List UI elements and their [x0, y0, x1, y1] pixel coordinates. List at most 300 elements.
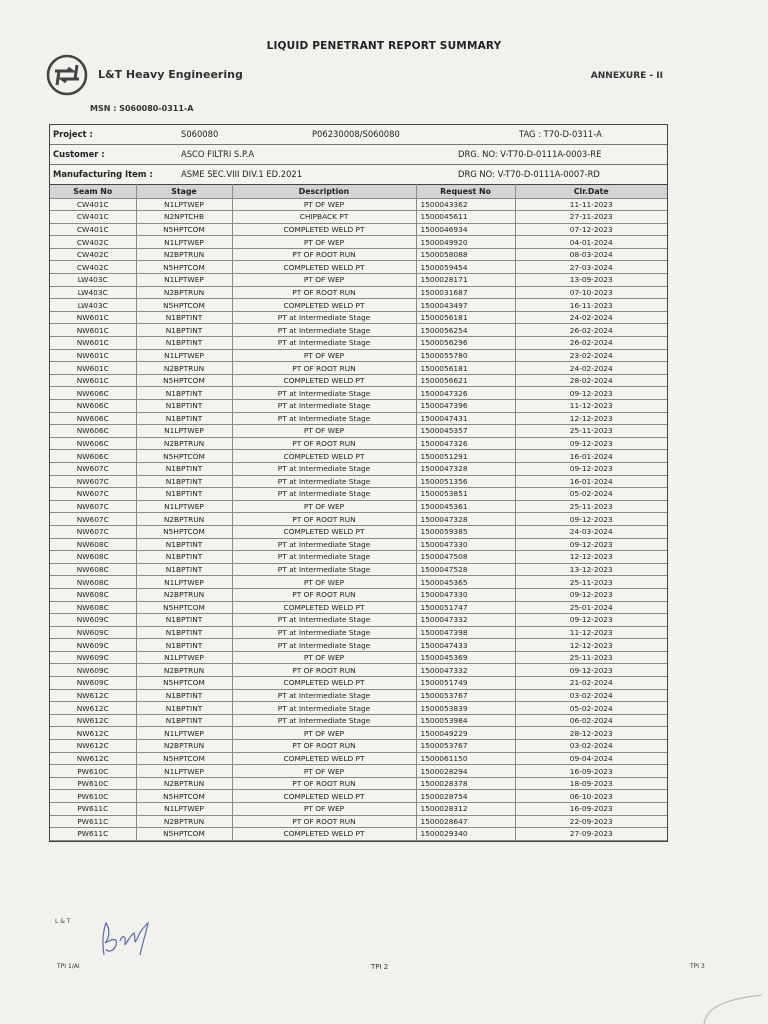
request-no-cell: 1500056181: [416, 362, 515, 375]
stage-cell: N1BPTINT: [136, 614, 232, 627]
description-cell: COMPLETED WELD PT: [232, 601, 416, 614]
request-no-cell: 1500053839: [416, 702, 515, 715]
seam-no-cell: NW601C: [50, 311, 136, 324]
request-no-cell: 1500061150: [416, 752, 515, 765]
seam-no-cell: CW401C: [50, 198, 136, 211]
request-no-cell: 1500045369: [416, 651, 515, 664]
table-row: [50, 626, 667, 639]
table-row: [50, 236, 667, 249]
clr-date-cell: 07-12-2023: [515, 223, 667, 236]
table-row: [50, 664, 667, 677]
clr-date-cell: 24-02-2024: [515, 362, 667, 375]
table-row: [50, 488, 667, 501]
seam-no-cell: CW402C: [50, 261, 136, 274]
clr-date-cell: 09-12-2023: [515, 614, 667, 627]
table-row: [50, 462, 667, 475]
clr-date-cell: 25-11-2023: [515, 576, 667, 589]
stage-cell: N2BPTRUN: [136, 513, 232, 526]
request-no-cell: 1500047508: [416, 551, 515, 564]
table-row: [50, 765, 667, 778]
stage-cell: N1BPTINT: [136, 324, 232, 337]
table-row: [50, 714, 667, 727]
stage-cell: N1BPTINT: [136, 337, 232, 350]
stage-cell: N1LPTWEP: [136, 727, 232, 740]
seam-no-cell: NW608C: [50, 538, 136, 551]
column-header-request-no: Request No: [416, 185, 515, 199]
request-no-cell: 1500049229: [416, 727, 515, 740]
table-row: [50, 689, 667, 702]
table-row: [50, 274, 667, 287]
table-row: [50, 500, 667, 513]
seam-no-cell: NW607C: [50, 525, 136, 538]
request-no-cell: 1500047330: [416, 538, 515, 551]
table-row: [50, 400, 667, 413]
seam-no-cell: NW601C: [50, 349, 136, 362]
request-no-cell: 1500045357: [416, 425, 515, 438]
table-row: [50, 324, 667, 337]
seam-no-cell: PW610C: [50, 765, 136, 778]
customer-value: ASCO FILTRI S.P.A: [181, 149, 255, 159]
clr-date-cell: 27-09-2023: [515, 828, 667, 841]
msn-label: MSN : S060080-0311-A: [90, 104, 194, 113]
table-row: [50, 374, 667, 387]
table-row: [50, 437, 667, 450]
request-no-cell: 1500053767: [416, 740, 515, 753]
request-no-cell: 1500047330: [416, 588, 515, 601]
description-cell: PT at Intermediate Stage: [232, 551, 416, 564]
seam-no-cell: CW402C: [50, 236, 136, 249]
description-cell: PT OF ROOT RUN: [232, 286, 416, 299]
description-cell: PT at Intermediate Stage: [232, 626, 416, 639]
clr-date-cell: 28-02-2024: [515, 374, 667, 387]
clr-date-cell: 12-12-2023: [515, 412, 667, 425]
clr-date-cell: 27-03-2024: [515, 261, 667, 274]
stage-cell: N1BPTINT: [136, 488, 232, 501]
description-cell: PT at Intermediate Stage: [232, 400, 416, 413]
drg-no-1: DRG. NO: V-T70-D-0111A-0003-RE: [458, 149, 602, 159]
table-row: [50, 450, 667, 463]
table-row: [50, 551, 667, 564]
table-row: [50, 614, 667, 627]
seam-no-cell: NW609C: [50, 639, 136, 652]
table-row: [50, 311, 667, 324]
stage-cell: N1BPTINT: [136, 400, 232, 413]
column-header-description: Description: [232, 185, 416, 199]
request-no-cell: 1500028378: [416, 777, 515, 790]
stage-cell: N5HPTCOM: [136, 374, 232, 387]
table-row: [50, 702, 667, 715]
request-no-cell: 1500028171: [416, 274, 515, 287]
table-row: [50, 777, 667, 790]
table-row: [50, 412, 667, 425]
request-no-cell: 1500043362: [416, 198, 515, 211]
description-cell: PT at Intermediate Stage: [232, 538, 416, 551]
description-cell: PT OF ROOT RUN: [232, 513, 416, 526]
request-no-cell: 1500047332: [416, 664, 515, 677]
seam-no-cell: NW606C: [50, 437, 136, 450]
stage-cell: N1BPTINT: [136, 475, 232, 488]
clr-date-cell: 25-11-2023: [515, 651, 667, 664]
clr-date-cell: 22-09-2023: [515, 815, 667, 828]
request-no-cell: 1500043497: [416, 299, 515, 312]
column-header-seam-no: Seam No: [50, 185, 136, 199]
table-row: [50, 790, 667, 803]
tag-value: TAG : T70-D-0311-A: [519, 129, 602, 139]
request-no-cell: 1500051749: [416, 677, 515, 690]
description-cell: COMPLETED WELD PT: [232, 828, 416, 841]
request-no-cell: 1500028754: [416, 790, 515, 803]
customer-label: Customer :: [53, 149, 105, 159]
request-no-cell: 1500047431: [416, 412, 515, 425]
request-no-cell: 1500028294: [416, 765, 515, 778]
clr-date-cell: 16-01-2024: [515, 450, 667, 463]
seam-no-cell: NW612C: [50, 714, 136, 727]
seam-no-cell: LW403C: [50, 274, 136, 287]
stage-cell: N1BPTINT: [136, 639, 232, 652]
clr-date-cell: 09-12-2023: [515, 462, 667, 475]
description-cell: COMPLETED WELD PT: [232, 450, 416, 463]
manufacturing-value: ASME SEC.VIII DIV.1 ED.2021: [181, 169, 303, 179]
seam-no-cell: NW601C: [50, 337, 136, 350]
description-cell: PT OF WEP: [232, 274, 416, 287]
description-cell: PT at Intermediate Stage: [232, 387, 416, 400]
description-cell: PT OF WEP: [232, 803, 416, 816]
stage-cell: N1LPTWEP: [136, 500, 232, 513]
description-cell: PT OF ROOT RUN: [232, 362, 416, 375]
request-no-cell: 1500047328: [416, 513, 515, 526]
seam-no-cell: NW612C: [50, 727, 136, 740]
request-no-cell: 1500053851: [416, 488, 515, 501]
description-cell: COMPLETED WELD PT: [232, 299, 416, 312]
seam-no-cell: LW403C: [50, 299, 136, 312]
description-cell: PT OF WEP: [232, 349, 416, 362]
stage-cell: N1BPTINT: [136, 551, 232, 564]
stage-cell: N2BPTRUN: [136, 588, 232, 601]
column-header-stage: Stage: [136, 185, 232, 199]
table-row: [50, 803, 667, 816]
description-cell: COMPLETED WELD PT: [232, 223, 416, 236]
request-no-cell: 1500053984: [416, 714, 515, 727]
seam-no-cell: NW609C: [50, 614, 136, 627]
table-row: [50, 651, 667, 664]
seam-no-cell: NW606C: [50, 450, 136, 463]
signature-icon: [96, 915, 158, 959]
stage-cell: N1LPTWEP: [136, 803, 232, 816]
seam-no-cell: NW601C: [50, 374, 136, 387]
stage-cell: N2BPTRUN: [136, 815, 232, 828]
manufacturing-row: [50, 165, 667, 184]
clr-date-cell: 06-10-2023: [515, 790, 667, 803]
clr-date-cell: 24-02-2024: [515, 311, 667, 324]
seam-no-cell: PW610C: [50, 790, 136, 803]
description-cell: PT OF ROOT RUN: [232, 777, 416, 790]
seam-no-cell: NW607C: [50, 488, 136, 501]
table-row: [50, 299, 667, 312]
description-cell: COMPLETED WELD PT: [232, 677, 416, 690]
clr-date-cell: 16-01-2024: [515, 475, 667, 488]
seam-no-cell: NW608C: [50, 551, 136, 564]
table-row: [50, 639, 667, 652]
clr-date-cell: 09-12-2023: [515, 664, 667, 677]
description-cell: COMPLETED WELD PT: [232, 752, 416, 765]
stage-cell: N5HPTCOM: [136, 752, 232, 765]
table-row: [50, 563, 667, 576]
request-no-cell: 1500045365: [416, 576, 515, 589]
table-row: [50, 223, 667, 236]
clr-date-cell: 18-09-2023: [515, 777, 667, 790]
description-cell: PT OF WEP: [232, 727, 416, 740]
clr-date-cell: 16-09-2023: [515, 803, 667, 816]
lt-logo-icon: [46, 54, 88, 96]
clr-date-cell: 03-02-2024: [515, 689, 667, 702]
request-no-cell: 1500028647: [416, 815, 515, 828]
seam-no-cell: NW612C: [50, 689, 136, 702]
seam-no-cell: NW608C: [50, 588, 136, 601]
description-cell: PT at Intermediate Stage: [232, 462, 416, 475]
table-row: [50, 248, 667, 261]
description-cell: PT at Intermediate Stage: [232, 324, 416, 337]
stage-cell: N5HPTCOM: [136, 450, 232, 463]
annexure-label: ANNEXURE - II: [590, 71, 663, 81]
description-cell: PT OF WEP: [232, 576, 416, 589]
description-cell: PT OF WEP: [232, 236, 416, 249]
clr-date-cell: 25-11-2023: [515, 425, 667, 438]
table-row: [50, 815, 667, 828]
description-cell: PT at Intermediate Stage: [232, 702, 416, 715]
seam-no-cell: NW606C: [50, 400, 136, 413]
stage-cell: N1BPTINT: [136, 311, 232, 324]
description-cell: PT OF ROOT RUN: [232, 815, 416, 828]
table-row: [50, 538, 667, 551]
drg-no-2: DRG NO: V-T70-D-0111A-0007-RD: [458, 169, 600, 179]
request-no-cell: 1500028312: [416, 803, 515, 816]
table-row: [50, 475, 667, 488]
request-no-cell: 1500051747: [416, 601, 515, 614]
description-cell: COMPLETED WELD PT: [232, 374, 416, 387]
clr-date-cell: 09-12-2023: [515, 538, 667, 551]
table-header-row: [50, 185, 667, 199]
stage-cell: N1BPTINT: [136, 563, 232, 576]
request-no-cell: 1500047328: [416, 462, 515, 475]
seam-no-cell: PW611C: [50, 828, 136, 841]
description-cell: COMPLETED WELD PT: [232, 525, 416, 538]
table-row: [50, 337, 667, 350]
seam-no-cell: NW606C: [50, 387, 136, 400]
table-row: [50, 261, 667, 274]
signatory-label: L & T: [55, 918, 71, 925]
seam-no-cell: NW608C: [50, 563, 136, 576]
stage-cell: N5HPTCOM: [136, 790, 232, 803]
table-row: [50, 425, 667, 438]
request-no-cell: 1500055780: [416, 349, 515, 362]
description-cell: PT at Intermediate Stage: [232, 337, 416, 350]
manufacturing-label: Manufacturing Item :: [53, 169, 153, 179]
request-no-cell: 1500047398: [416, 626, 515, 639]
clr-date-cell: 09-04-2024: [515, 752, 667, 765]
stage-cell: N1LPTWEP: [136, 651, 232, 664]
request-no-cell: 1500049920: [416, 236, 515, 249]
request-no-cell: 1500047396: [416, 400, 515, 413]
request-no-cell: 1500053767: [416, 689, 515, 702]
clr-date-cell: 09-12-2023: [515, 588, 667, 601]
clr-date-cell: 13-09-2023: [515, 274, 667, 287]
stage-cell: N5HPTCOM: [136, 677, 232, 690]
description-cell: PT OF ROOT RUN: [232, 588, 416, 601]
request-no-cell: 1500058088: [416, 248, 515, 261]
description-cell: PT at Intermediate Stage: [232, 412, 416, 425]
request-no-cell: 1500047433: [416, 639, 515, 652]
seam-no-cell: CW401C: [50, 211, 136, 224]
column-header-clr-date: Clr.Date: [515, 185, 667, 199]
table-row: [50, 286, 667, 299]
request-no-cell: 1500051356: [416, 475, 515, 488]
seam-no-cell: NW606C: [50, 412, 136, 425]
clr-date-cell: 11-11-2023: [515, 198, 667, 211]
footer-right: TPI 3: [690, 963, 705, 970]
request-no-cell: 1500045361: [416, 500, 515, 513]
clr-date-cell: 09-12-2023: [515, 513, 667, 526]
description-cell: PT OF WEP: [232, 425, 416, 438]
seam-no-cell: NW609C: [50, 651, 136, 664]
request-no-cell: 1500056254: [416, 324, 515, 337]
stage-cell: N2BPTRUN: [136, 777, 232, 790]
description-cell: PT OF WEP: [232, 651, 416, 664]
description-cell: PT OF WEP: [232, 500, 416, 513]
description-cell: PT at Intermediate Stage: [232, 563, 416, 576]
stage-cell: N1LPTWEP: [136, 576, 232, 589]
seam-no-cell: NW609C: [50, 664, 136, 677]
footer-left: TPI 1/AI: [57, 963, 80, 970]
stage-cell: N2BPTRUN: [136, 437, 232, 450]
table-body: [50, 198, 667, 840]
clr-date-cell: 23-02-2024: [515, 349, 667, 362]
customer-row: [50, 145, 667, 165]
pt-report-table: [50, 184, 667, 841]
seam-no-cell: PW611C: [50, 815, 136, 828]
clr-date-cell: 05-02-2024: [515, 702, 667, 715]
seam-no-cell: NW601C: [50, 362, 136, 375]
clr-date-cell: 16-11-2023: [515, 299, 667, 312]
stage-cell: N1BPTINT: [136, 689, 232, 702]
description-cell: PT at Intermediate Stage: [232, 614, 416, 627]
seam-no-cell: NW612C: [50, 752, 136, 765]
seam-no-cell: NW609C: [50, 626, 136, 639]
description-cell: COMPLETED WELD PT: [232, 790, 416, 803]
seam-no-cell: NW607C: [50, 462, 136, 475]
stage-cell: N5HPTCOM: [136, 828, 232, 841]
seam-no-cell: CW402C: [50, 248, 136, 261]
description-cell: PT OF ROOT RUN: [232, 437, 416, 450]
clr-date-cell: 16-09-2023: [515, 765, 667, 778]
description-cell: PT OF WEP: [232, 198, 416, 211]
seam-no-cell: CW401C: [50, 223, 136, 236]
seam-no-cell: NW601C: [50, 324, 136, 337]
stage-cell: N2BPTRUN: [136, 248, 232, 261]
stage-cell: N1BPTINT: [136, 626, 232, 639]
seam-no-cell: PW611C: [50, 803, 136, 816]
seam-no-cell: NW612C: [50, 702, 136, 715]
request-no-cell: 1500047326: [416, 437, 515, 450]
clr-date-cell: 09-12-2023: [515, 437, 667, 450]
stage-cell: N1BPTINT: [136, 462, 232, 475]
table-row: [50, 349, 667, 362]
request-no-cell: 1500046934: [416, 223, 515, 236]
seam-no-cell: NW608C: [50, 576, 136, 589]
scan-edge-mark: [700, 985, 768, 1024]
clr-date-cell: 24-03-2024: [515, 525, 667, 538]
table-row: [50, 677, 667, 690]
stage-cell: N5HPTCOM: [136, 223, 232, 236]
table-row: [50, 211, 667, 224]
stage-cell: N2BPTRUN: [136, 740, 232, 753]
clr-date-cell: 21-02-2024: [515, 677, 667, 690]
page-title: LIQUID PENETRANT REPORT SUMMARY: [266, 40, 502, 52]
seam-no-cell: LW403C: [50, 286, 136, 299]
stage-cell: N5HPTCOM: [136, 261, 232, 274]
clr-date-cell: 06-02-2024: [515, 714, 667, 727]
description-cell: COMPLETED WELD PT: [232, 261, 416, 274]
clr-date-cell: 05-02-2024: [515, 488, 667, 501]
table-row: [50, 740, 667, 753]
table-row: [50, 513, 667, 526]
clr-date-cell: 03-02-2024: [515, 740, 667, 753]
stage-cell: N1LPTWEP: [136, 198, 232, 211]
request-no-cell: 1500047332: [416, 614, 515, 627]
request-no-cell: 1500056296: [416, 337, 515, 350]
description-cell: PT at Intermediate Stage: [232, 689, 416, 702]
description-cell: PT at Intermediate Stage: [232, 311, 416, 324]
description-cell: PT at Intermediate Stage: [232, 488, 416, 501]
description-cell: CHIPBACK PT: [232, 211, 416, 224]
clr-date-cell: 27-11-2023: [515, 211, 667, 224]
stage-cell: N1BPTINT: [136, 538, 232, 551]
clr-date-cell: 28-12-2023: [515, 727, 667, 740]
clr-date-cell: 26-02-2024: [515, 337, 667, 350]
request-no-cell: 1500051291: [416, 450, 515, 463]
table-row: [50, 588, 667, 601]
project-value: S060080: [181, 129, 219, 139]
report-table-container: [49, 124, 668, 842]
description-cell: PT OF ROOT RUN: [232, 664, 416, 677]
seam-no-cell: NW608C: [50, 601, 136, 614]
clr-date-cell: 07-10-2023: [515, 286, 667, 299]
stage-cell: N2BPTRUN: [136, 286, 232, 299]
request-no-cell: 1500047528: [416, 563, 515, 576]
stage-cell: N5HPTCOM: [136, 299, 232, 312]
table-row: [50, 576, 667, 589]
request-no-cell: 1500056181: [416, 311, 515, 324]
table-row: [50, 601, 667, 614]
stage-cell: N1BPTINT: [136, 387, 232, 400]
clr-date-cell: 04-01-2024: [515, 236, 667, 249]
clr-date-cell: 26-02-2024: [515, 324, 667, 337]
project-label: Project :: [53, 129, 93, 139]
clr-date-cell: 12-12-2023: [515, 639, 667, 652]
table-row: [50, 828, 667, 841]
stage-cell: N2BPTRUN: [136, 664, 232, 677]
stage-cell: N1LPTWEP: [136, 765, 232, 778]
request-no-cell: 1500047326: [416, 387, 515, 400]
table-row: [50, 362, 667, 375]
description-cell: PT at Intermediate Stage: [232, 639, 416, 652]
seam-no-cell: NW607C: [50, 475, 136, 488]
clr-date-cell: 25-01-2024: [515, 601, 667, 614]
description-cell: PT at Intermediate Stage: [232, 714, 416, 727]
table-row: [50, 387, 667, 400]
description-cell: PT at Intermediate Stage: [232, 475, 416, 488]
project-row: [50, 125, 667, 145]
description-cell: PT OF WEP: [232, 765, 416, 778]
